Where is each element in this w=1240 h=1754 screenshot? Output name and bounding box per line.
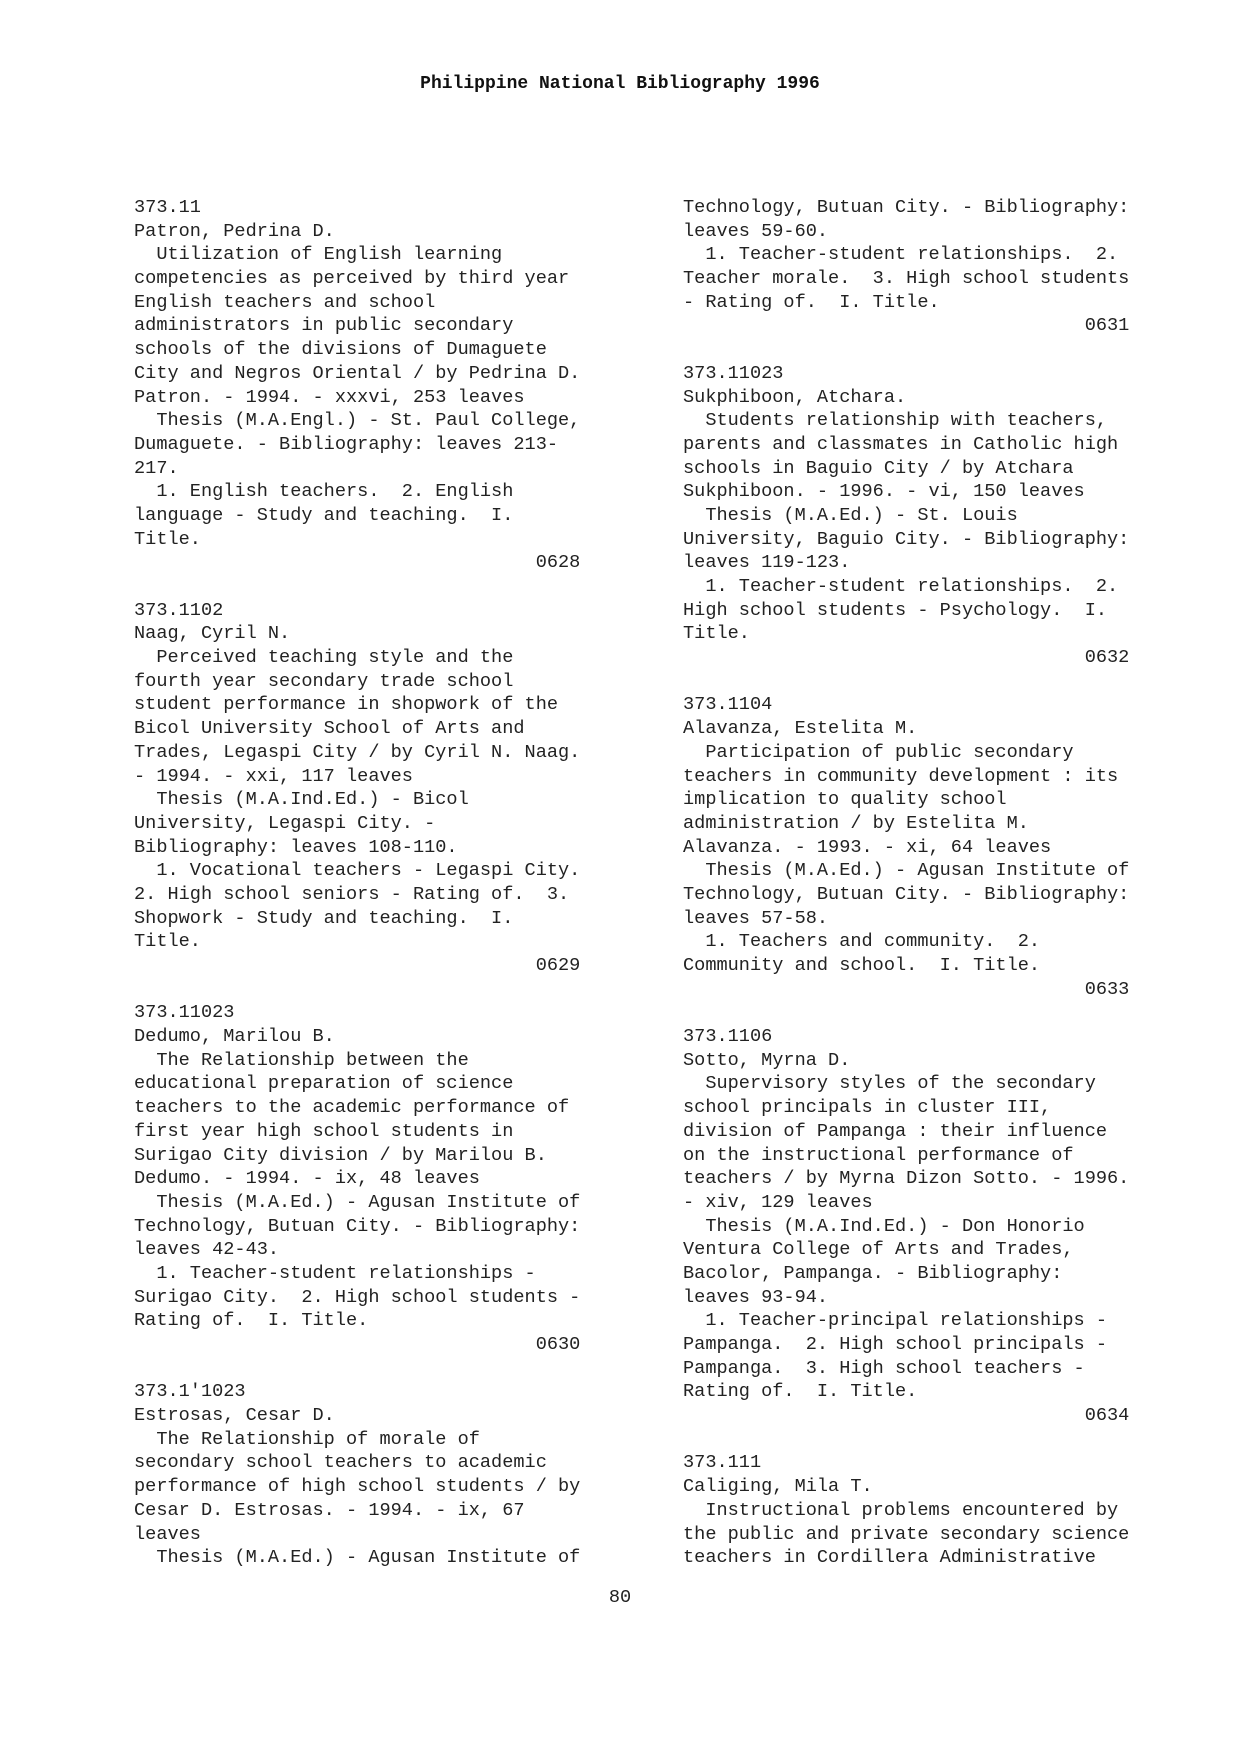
text-line: 1. English teachers. 2. English [134, 481, 514, 503]
text-line: competencies as perceived by third year [134, 268, 570, 290]
text-line: Ventura College of Arts and Trades, [683, 1239, 1074, 1261]
text-line: schools in Baguio City / by Atchara [683, 457, 1074, 479]
text-line: Instructional problems encountered by [683, 1499, 1119, 1521]
text-line: University, Legaspi City. - [134, 812, 436, 834]
text-line: - xiv, 129 leaves [683, 1191, 873, 1213]
text-line: Title. [683, 623, 750, 645]
text-line: 1. Teacher-student relationships. 2. [683, 576, 1119, 597]
text-line: Patron. - 1994. - xxxvi, 253 leaves [134, 386, 525, 408]
text-line: Thesis (M.A.Ed.) - Agusan Institute of [683, 860, 1130, 882]
text-line: school principals in cluster III, [683, 1097, 1052, 1119]
text-line: leaves 93-94. [683, 1286, 829, 1308]
text-line: High school students - Psychology. I. [683, 599, 1108, 621]
text-line: Surigao City division / by Marilou B. [134, 1144, 547, 1166]
page-number: 80 [608, 1587, 632, 1608]
text-line: Thesis (M.A.Ind.Ed.) - Don Honorio [683, 1215, 1085, 1237]
text-line: Thesis (M.A.Engl.) - St. Paul College, [134, 410, 581, 432]
text-line: Alavanza, Estelita M. [683, 718, 918, 740]
text-line: administration / by Estelita M. [683, 812, 1029, 834]
text-line: leaves 59-60. [683, 220, 829, 242]
text-line: Teacher morale. 3. High school students [683, 268, 1130, 290]
text-line: Rating of. I. Title. [134, 1310, 369, 1332]
text-line [134, 978, 654, 1002]
text-line: University, Baguio City. - Bibliography: [683, 528, 1130, 550]
text-line: 0628 [134, 552, 581, 574]
text-line: Thesis (M.A.Ind.Ed.) - Bicol [134, 789, 469, 811]
text-line: Surigao City. 2. High school students - [134, 1286, 581, 1308]
text-line: 0632 [683, 647, 1130, 669]
text-line: Students relationship with teachers, [683, 410, 1108, 432]
text-line: Bicol University School of Arts and [134, 718, 525, 740]
text-line: - Rating of. I. Title. [683, 291, 940, 313]
text-line: City and Negros Oriental / by Pedrina D. [134, 362, 581, 384]
text-line: 1. Teacher-student relationships - [134, 1262, 536, 1284]
text-line: student performance in shopwork of the [134, 694, 559, 716]
text-line: Patron, Pedrina D. [134, 220, 335, 242]
text-line: fourth year secondary trade school [134, 670, 514, 692]
text-line: leaves 57-58. [683, 907, 829, 929]
text-line: Technology, Butuan City. - Bibliography: [134, 1215, 581, 1237]
text-line: Sotto, Myrna D. [683, 1049, 851, 1071]
text-line: leaves 119-123. [683, 552, 851, 574]
text-line: 373.11 [134, 197, 201, 218]
text-line: The Relationship of morale of [134, 1428, 480, 1450]
text-line: Sukphiboon, Atchara. [683, 386, 907, 408]
text-line: 0629 [134, 955, 581, 976]
text-line: Supervisory styles of the secondary [683, 1073, 1096, 1095]
text-line: Rating of. I. Title. [683, 1381, 918, 1403]
text-line: 0631 [683, 315, 1130, 337]
text-line [683, 670, 1203, 694]
text-line: 373.1106 [683, 1026, 773, 1048]
text-line [683, 338, 1203, 362]
text-line: English teachers and school [134, 291, 436, 313]
text-line: Sukphiboon. - 1996. - vi, 150 leaves [683, 481, 1085, 503]
text-line: first year high school students in [134, 1120, 514, 1142]
text-line: 0634 [683, 1405, 1130, 1427]
text-line: Technology, Butuan City. - Bibliography: [683, 883, 1130, 905]
text-line: schools of the divisions of Dumaguete [134, 339, 547, 361]
text-line: 373.1'1023 [134, 1381, 246, 1403]
text-line: 0630 [134, 1334, 581, 1355]
text-line: Perceived teaching style and the [134, 647, 514, 669]
text-line: - 1994. - xxi, 117 leaves [134, 765, 413, 787]
text-line: 1. Vocational teachers - Legaspi City. [134, 860, 581, 882]
text-line: Dedumo. - 1994. - ix, 48 leaves [134, 1168, 480, 1190]
text-line: 2. High school seniors - Rating of. 3. [134, 883, 570, 905]
text-line: Pampanga. 3. High school teachers - [683, 1357, 1085, 1379]
text-line: teachers in Cordillera Administrative [683, 1547, 1096, 1569]
text-line: 0633 [683, 978, 1130, 1000]
text-line: educational preparation of science [134, 1073, 514, 1095]
text-line: Title. [134, 931, 201, 953]
left-column [134, 196, 654, 1570]
text-line: 1. Teacher-student relationships. 2. [683, 244, 1119, 266]
text-line: Alavanza. - 1993. - xi, 64 leaves [683, 836, 1052, 858]
text-line [134, 1357, 654, 1381]
text-line: Technology, Butuan City. - Bibliography: [683, 197, 1130, 218]
text-line: Thesis (M.A.Ed.) - Agusan Institute of [134, 1191, 581, 1213]
text-line: The Relationship between the [134, 1049, 469, 1071]
text-line: Naag, Cyril N. [134, 623, 291, 645]
text-line: Caliging, Mila T. [683, 1476, 873, 1498]
text-line: leaves 42-43. [134, 1239, 280, 1261]
text-line: teachers / by Myrna Dizon Sotto. - 1996. [683, 1168, 1130, 1190]
text-line [683, 1001, 1203, 1025]
text-line: teachers to the academic performance of [134, 1097, 570, 1119]
text-line: Thesis (M.A.Ed.) - St. Louis [683, 504, 1018, 526]
text-line: 373.1102 [134, 599, 224, 621]
text-line: 373.11023 [134, 1002, 235, 1024]
text-line: Title. [134, 528, 201, 550]
text-line [683, 1428, 1203, 1452]
text-line: 217. [134, 457, 179, 479]
text-line: Bibliography: leaves 108-110. [134, 836, 458, 858]
right-column [683, 196, 1203, 1570]
text-line: 373.11023 [683, 362, 784, 384]
text-line: secondary school teachers to academic [134, 1452, 547, 1474]
text-line: language - Study and teaching. I. [134, 504, 514, 526]
text-line: Estrosas, Cesar D. [134, 1405, 335, 1427]
text-line: division of Pampanga : their influence [683, 1120, 1108, 1142]
text-line: administrators in public secondary [134, 315, 514, 337]
text-line [134, 575, 654, 599]
text-line: Dumaguete. - Bibliography: leaves 213- [134, 433, 559, 455]
text-line: the public and private secondary science [683, 1523, 1130, 1545]
text-line: performance of high school students / by [134, 1476, 581, 1498]
text-line: leaves [134, 1523, 201, 1545]
text-line: Bacolor, Pampanga. - Bibliography: [683, 1262, 1063, 1284]
page-title: Philippine National Bibliography 1996 [420, 74, 820, 94]
text-line: Thesis (M.A.Ed.) - Agusan Institute of [134, 1547, 581, 1569]
text-line: 373.111 [683, 1452, 762, 1474]
text-line: Pampanga. 2. High school principals - [683, 1334, 1108, 1355]
text-line: implication to quality school [683, 789, 1007, 811]
text-line: Cesar D. Estrosas. - 1994. - ix, 67 [134, 1499, 525, 1521]
text-line: 1. Teachers and community. 2. [683, 931, 1041, 953]
text-line: Participation of public secondary [683, 741, 1074, 763]
text-line: Shopwork - Study and teaching. I. [134, 907, 514, 929]
text-line: Utilization of English learning [134, 244, 503, 266]
text-line: teachers in community development : its [683, 765, 1119, 787]
text-line: Trades, Legaspi City / by Cyril N. Naag. [134, 741, 581, 763]
text-line: 1. Teacher-principal relationships - [683, 1310, 1108, 1332]
text-line: 373.1104 [683, 694, 773, 716]
text-line: Community and school. I. Title. [683, 955, 1041, 976]
text-line: Dedumo, Marilou B. [134, 1026, 335, 1048]
text-line: on the instructional performance of [683, 1144, 1074, 1166]
text-line: parents and classmates in Catholic high [683, 433, 1119, 455]
